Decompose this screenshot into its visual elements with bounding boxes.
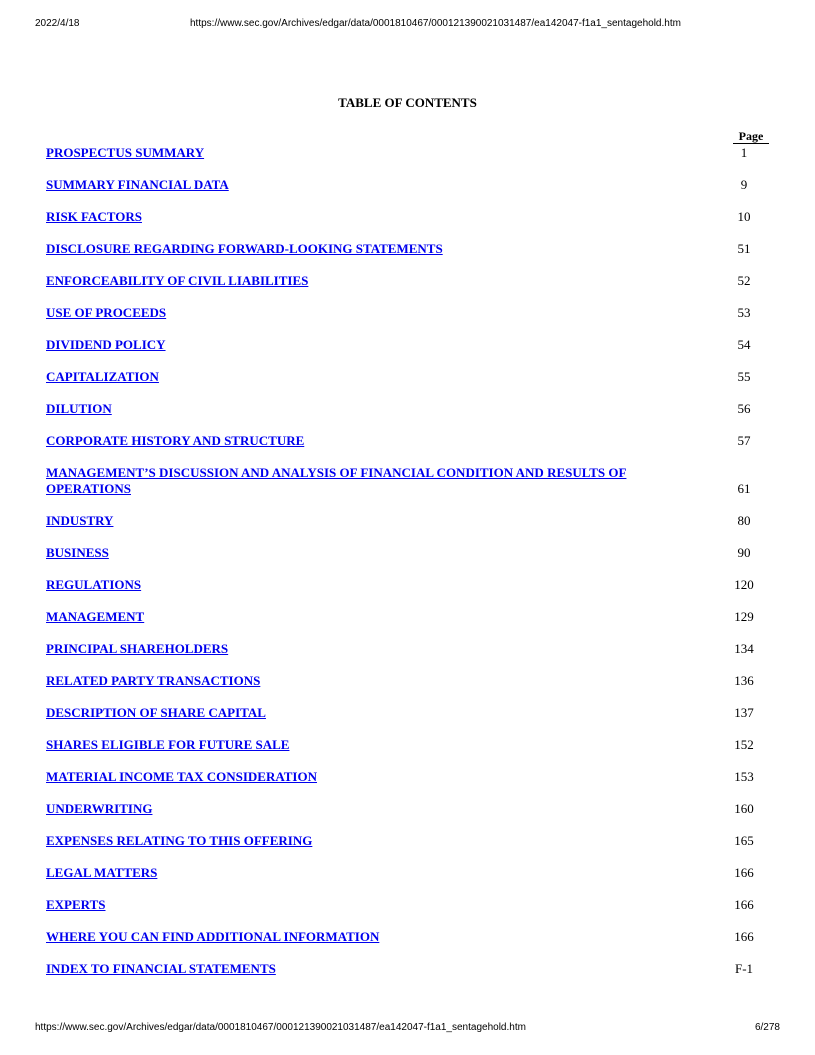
toc-link[interactable]: PROSPECTUS SUMMARY: [46, 145, 205, 160]
toc-page-number: 166: [734, 865, 754, 880]
toc-page-number: 57: [737, 433, 751, 448]
toc-row: [46, 769, 776, 801]
toc-page-number: 160: [734, 801, 754, 816]
toc-row: [46, 145, 776, 177]
toc-link[interactable]: DILUTION: [46, 401, 112, 416]
toc-page-number: 134: [734, 641, 754, 656]
toc-row: [46, 673, 776, 705]
toc-page-number: 1: [740, 145, 748, 160]
toc-link[interactable]: WHERE YOU CAN FIND ADDITIONAL INFORMATION: [46, 929, 380, 944]
toc-link[interactable]: DISCLOSURE REGARDING FORWARD-LOOKING STATEMENTS: [46, 241, 443, 256]
toc-page-number: 51: [737, 241, 751, 256]
toc-page-number: 56: [737, 401, 751, 416]
toc-row: [46, 833, 776, 865]
toc-link[interactable]: RISK FACTORS: [46, 209, 142, 224]
toc-link[interactable]: CAPITALIZATION: [46, 369, 159, 384]
print-url: https://www.sec.gov/Archives/edgar/data/0001810467/000121390021031487/ea142047-f1a1_sentagehold.htm: [190, 18, 681, 29]
toc-page-number: 90: [737, 545, 751, 560]
toc-link[interactable]: MANAGEMENT’S DISCUSSION AND ANALYSIS OF FINANCIAL CONDITION AND RESULTS OF OPERATIONS: [46, 465, 627, 496]
toc-page-number: 55: [737, 369, 751, 384]
toc-row: [46, 305, 776, 337]
toc-link[interactable]: UNDERWRITING: [46, 801, 153, 816]
toc-link[interactable]: CORPORATE HISTORY AND STRUCTURE: [46, 433, 305, 448]
toc-row: [46, 641, 776, 673]
toc-row: [46, 273, 776, 305]
toc-page-number: 136: [734, 673, 754, 688]
toc-page-number: F-1: [734, 961, 754, 976]
toc-row: [46, 177, 776, 209]
toc-page-number: 54: [737, 337, 751, 352]
toc-link[interactable]: SHARES ELIGIBLE FOR FUTURE SALE: [46, 737, 290, 752]
toc-link[interactable]: RELATED PARTY TRANSACTIONS: [46, 673, 261, 688]
toc-row: [46, 337, 776, 369]
toc-link[interactable]: USE OF PROCEEDS: [46, 305, 167, 320]
toc-link[interactable]: INDEX TO FINANCIAL STATEMENTS: [46, 961, 276, 976]
toc-link[interactable]: LEGAL MATTERS: [46, 865, 158, 880]
toc-row: [46, 401, 776, 433]
footer-page-count: 6/278: [754, 1022, 780, 1033]
toc-row: [46, 545, 776, 577]
toc-page-number: 152: [734, 737, 754, 752]
toc-row: [46, 577, 776, 609]
toc-link[interactable]: BUSINESS: [46, 545, 109, 560]
toc-link[interactable]: ENFORCEABILITY OF CIVIL LIABILITIES: [46, 273, 309, 288]
toc-link[interactable]: MATERIAL INCOME TAX CONSIDERATION: [46, 769, 317, 784]
toc-row: [46, 961, 776, 993]
toc-page-number: 129: [734, 609, 754, 624]
toc-row: [46, 465, 776, 513]
toc-row: [46, 865, 776, 897]
footer-url: https://www.sec.gov/Archives/edgar/data/0001810467/000121390021031487/ea142047-f1a1_sentagehold.htm: [35, 1022, 526, 1033]
toc-row: [46, 369, 776, 401]
toc-page-number: 120: [734, 577, 754, 592]
toc-row: [46, 737, 776, 769]
toc-row: [46, 513, 776, 545]
toc-link[interactable]: DIVIDEND POLICY: [46, 337, 166, 352]
toc-title: TABLE OF CONTENTS: [338, 95, 477, 110]
toc-row: [46, 929, 776, 961]
print-date: 2022/4/18: [35, 18, 80, 29]
toc-link[interactable]: PRINCIPAL SHAREHOLDERS: [46, 641, 229, 656]
toc-page-number: 80: [737, 513, 751, 528]
toc-row: [46, 801, 776, 833]
toc-row: [46, 897, 776, 929]
toc-page-number: 61: [737, 481, 751, 496]
toc-page-number: 137: [734, 705, 754, 720]
toc-page-number: 9: [740, 177, 748, 192]
toc-page-number: 52: [737, 273, 751, 288]
toc-list: [46, 145, 776, 993]
toc-row: [46, 433, 776, 465]
toc-row: [46, 209, 776, 241]
toc-link[interactable]: MANAGEMENT: [46, 609, 145, 624]
toc-page-number: 53: [737, 305, 751, 320]
toc-page-number: 10: [737, 209, 751, 224]
toc-link[interactable]: EXPENSES RELATING TO THIS OFFERING: [46, 833, 313, 848]
page-column-header: Page: [733, 129, 769, 144]
toc-page-number: 166: [734, 929, 754, 944]
toc-link[interactable]: DESCRIPTION OF SHARE CAPITAL: [46, 705, 266, 720]
toc-page-number: 165: [734, 833, 754, 848]
toc-link[interactable]: INDUSTRY: [46, 513, 114, 528]
toc-row: [46, 609, 776, 641]
toc-row: [46, 705, 776, 737]
toc-link[interactable]: SUMMARY FINANCIAL DATA: [46, 177, 229, 192]
toc-page-number: 153: [734, 769, 754, 784]
toc-row: [46, 241, 776, 273]
toc-link[interactable]: EXPERTS: [46, 897, 106, 912]
toc-page-number: 166: [734, 897, 754, 912]
toc-link[interactable]: REGULATIONS: [46, 577, 142, 592]
